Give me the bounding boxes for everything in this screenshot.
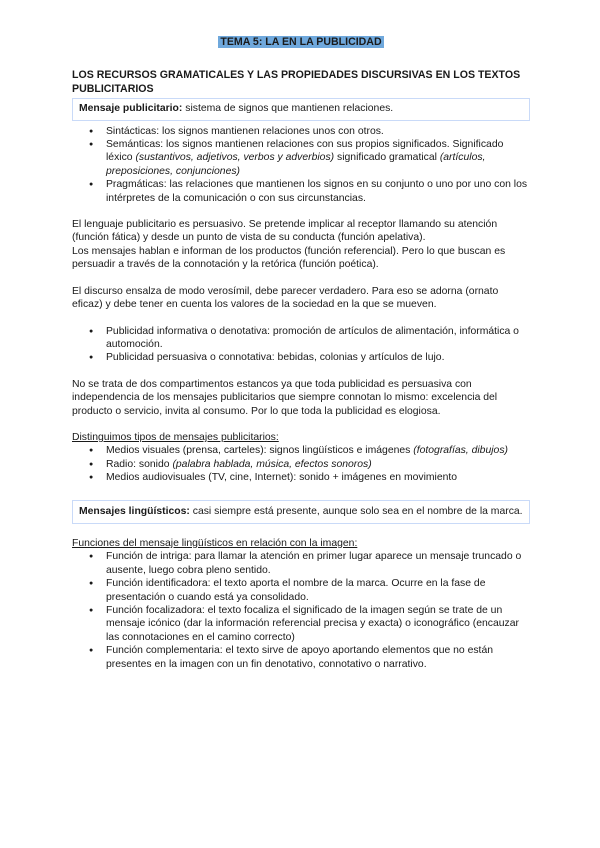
item-italic: (sustantivos, adjetivos, verbos y adverbios)	[135, 152, 335, 164]
list-item: ● Función complementaria: el texto sirve de apoyo aportando elementos que no están presentes en la imagen con un fin denotativo, connotativo o narrativo.	[106, 644, 530, 671]
list-publicidad	[72, 325, 530, 365]
list-funciones	[72, 550, 530, 671]
box-term: Mensajes lingüísticos:	[79, 505, 190, 517]
item-text: significado gramatical	[334, 152, 440, 164]
definition-box-mensaje-publicitario	[72, 98, 530, 120]
section-heading: LOS RECURSOS GRAMATICALES Y LAS PROPIEDADES DISCURSIVAS EN LOS TEXTOS PUBLICITARIOS	[72, 69, 521, 95]
page-title	[72, 36, 530, 49]
list-item	[106, 444, 530, 457]
item-italic: (artículos, preposiciones, conjunciones)	[106, 152, 486, 177]
list-item: ● Función de intriga: para llamar la atención en primer lugar aparece un mensaje truncado o ausente, luego cobra pleno sentido.	[106, 550, 530, 577]
list-item	[106, 138, 530, 178]
subheading-funciones: Funciones del mensaje lingüísticos en relación con la imagen:	[72, 537, 358, 549]
list-item: ● Función focalizadora: el texto focaliza el significado de la imagen según se trate de un mensaje icónico (dar la información referencial precisa y exacta) o iconográfico (encauzar las connotaciones en el camino correcto)	[106, 604, 530, 644]
paragraph: Los mensajes hablan e informan de los productos (función referencial). Pero lo que buscan es persuadir a través de la connotación y la retórica (función poética).	[72, 245, 506, 271]
box-definition: sistema de signos que mantienen relaciones.	[182, 103, 394, 115]
title-highlight: TEMA 5: LA EN LA PUBLICIDAD	[220, 36, 382, 48]
item-text: Medios visuales (prensa, carteles): signos lingüísticos e imágenes	[106, 445, 414, 457]
list-item: ● Sintácticas: los signos mantienen relaciones unos con otros.	[106, 125, 530, 138]
list-item: ● Publicidad persuasiva o connotativa: bebidas, colonias y artículos de lujo.	[106, 351, 530, 364]
list-item: ● Pragmáticas: las relaciones que mantienen los signos en su conjunto o uno por uno con los intérpretes de la comunicación o con sus circunstancias.	[106, 178, 530, 205]
paragraph: El discurso ensalza de modo verosímil, debe parecer verdadero. Para eso se adorna (ornato eficaz) y debe tener en cuenta los valores de la sociedad en la que se mueven.	[72, 285, 499, 311]
item-italic: (fotografías, dibujos)	[413, 445, 508, 457]
paragraph: No se trata de dos compartimentos estancos ya que toda publicidad es persuasiva con independencia de los mensajes publicitarios que siempre connotan lo mismo: excelencia del producto o servicio, invita al consumo. Por lo que toda la publicidad es elogiosa.	[72, 378, 498, 417]
item-text: Radio: sonido	[106, 458, 173, 470]
list-item: ● Medios audiovisuales (TV, cine, Internet): sonido + imágenes en movimiento	[106, 471, 530, 484]
box-definition: casi siempre está presente, aunque solo sea en el nombre de la marca.	[189, 505, 523, 517]
list-item: ● Función identificadora: el texto aporta el nombre de la marca. Ocurre en la fase de presentación o cuando está ya consolidado.	[106, 577, 530, 604]
box-term: Mensaje publicitario:	[79, 103, 183, 115]
paragraph: El lenguaje publicitario es persuasivo. Se pretende implicar al receptor llamando su atención (función fática) y desde un punto de vista de su conducta (función apelativa).	[72, 219, 498, 244]
list-item: ● Publicidad informativa o denotativa: promoción de artículos de alimentación, informática o automoción.	[106, 325, 530, 352]
list-relaciones	[72, 125, 530, 205]
definition-box-mensajes-linguisticos	[72, 500, 530, 524]
list-tipos	[72, 444, 530, 484]
item-text: Semánticas: los signos mantienen relaciones con sus propios significados. Significado léxico	[106, 139, 504, 164]
subheading-tipos: Distinguimos tipos de mensajes publicitarios:	[72, 431, 279, 443]
list-item	[106, 458, 530, 471]
item-italic: (palabra hablada, música, efectos sonoros)	[172, 458, 372, 470]
